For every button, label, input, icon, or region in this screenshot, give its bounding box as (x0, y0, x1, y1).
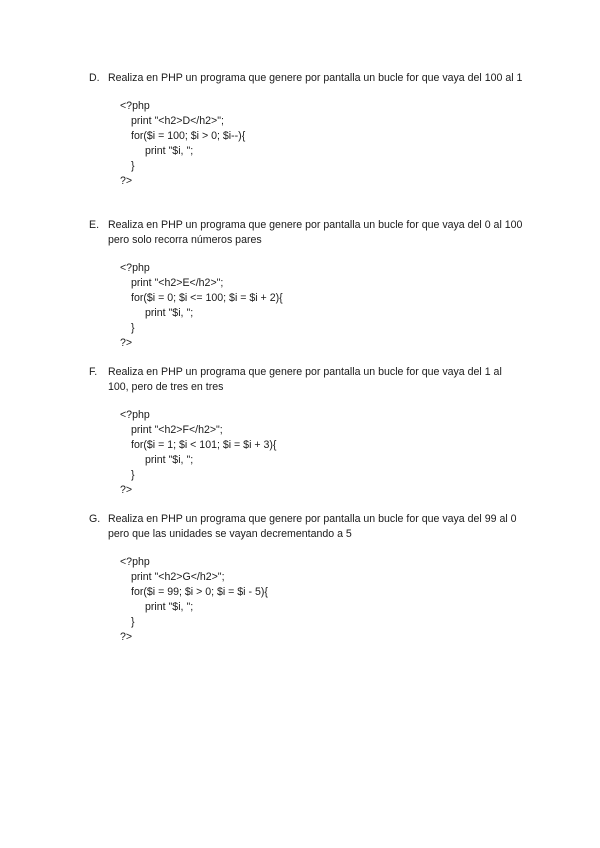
exercise-header (89, 512, 529, 542)
code-line-open: <?php (120, 556, 150, 568)
code-line-close: ?> (120, 175, 133, 187)
code-line-close: ?> (120, 484, 133, 496)
code-line-close-brace: } (131, 616, 135, 628)
code-line-close-brace: } (131, 322, 135, 334)
code-line-open: <?php (120, 100, 150, 112)
exercise-letter: E. (89, 219, 100, 231)
code-block (120, 261, 529, 351)
code-line-print-value: print "$i, "; (145, 307, 194, 319)
code-line-loop: for($i = 1; $i < 101; $i = $i + 3){ (131, 439, 277, 451)
exercise-f (89, 365, 529, 498)
code-line-print-value: print "$i, "; (145, 454, 194, 466)
code-line-print-value: print "$i, "; (145, 145, 194, 157)
code-line-print-value: print "$i, "; (145, 601, 194, 613)
code-line-loop: for($i = 0; $i <= 100; $i = $i + 2){ (131, 292, 283, 304)
exercise-header (89, 71, 529, 86)
code-line-close-brace: } (131, 469, 135, 481)
code-line-print-heading: print "<h2>F</h2>"; (131, 424, 223, 436)
code-block (120, 555, 529, 645)
exercise-statement: Realiza en PHP un programa que genere por pantalla un bucle for que vaya del 99 al 0 pero que las unidades se vayan decrementando a 5 (108, 513, 517, 540)
code-line-open: <?php (120, 262, 150, 274)
exercise-letter: G. (89, 513, 101, 525)
exercise-e (89, 218, 529, 351)
code-block (120, 99, 529, 189)
exercise-d (89, 71, 529, 189)
exercise-statement: Realiza en PHP un programa que genere por pantalla un bucle for que vaya del 1 al 100, pero de tres en tres (108, 366, 502, 393)
exercise-header (89, 218, 529, 248)
exercise-statement: Realiza en PHP un programa que genere por pantalla un bucle for que vaya del 0 al 100 pero solo recorra números pares (108, 219, 523, 246)
exercise-header (89, 365, 529, 395)
code-line-loop: for($i = 100; $i > 0; $i--){ (131, 130, 246, 142)
code-line-print-heading: print "<h2>D</h2>"; (131, 115, 224, 127)
code-line-close-brace: } (131, 160, 135, 172)
exercise-letter: F. (89, 366, 98, 378)
exercise-statement: Realiza en PHP un programa que genere por pantalla un bucle for que vaya del 100 al 1 (108, 72, 523, 84)
exercise-letter: D. (89, 72, 100, 84)
code-line-loop: for($i = 99; $i > 0; $i = $i - 5){ (131, 586, 268, 598)
code-line-close: ?> (120, 631, 133, 643)
code-line-print-heading: print "<h2>E</h2>"; (131, 277, 224, 289)
code-line-print-heading: print "<h2>G</h2>"; (131, 571, 225, 583)
code-line-close: ?> (120, 337, 133, 349)
code-line-open: <?php (120, 409, 150, 421)
code-block (120, 408, 529, 498)
exercise-g (89, 512, 529, 645)
